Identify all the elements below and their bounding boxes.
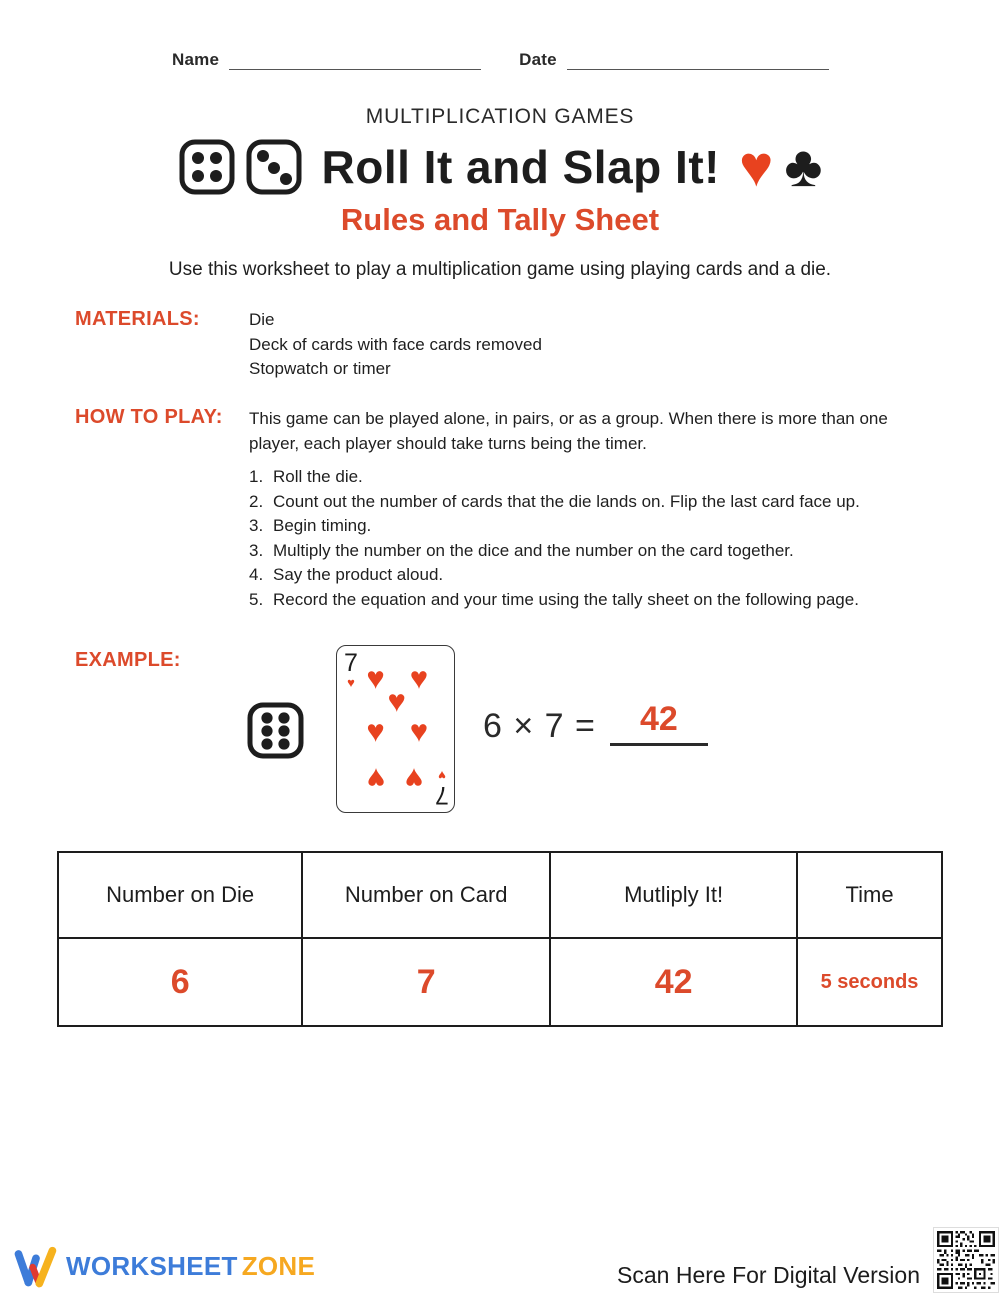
step-number: 3.: [249, 516, 264, 536]
heart-icon: ♥: [347, 675, 355, 690]
step-text: Count out the number of cards that the die lands on. Flip the last card face up.: [273, 491, 860, 511]
card-rank: 7: [344, 649, 358, 677]
how-to-play-label: HOW TO PLAY:: [75, 406, 223, 428]
card-rank: 7: [435, 781, 449, 809]
table-header-number-on-card: Number on Card: [303, 853, 551, 939]
how-to-play-step: [249, 514, 909, 539]
heart-pip-icon: ♥: [366, 660, 385, 696]
how-to-play-step: [249, 563, 909, 588]
die-three-icon: [245, 138, 303, 196]
name-blank-line: [229, 50, 481, 70]
step-number: 4.: [249, 565, 264, 585]
name-label: Name: [172, 50, 220, 69]
table-header-time: Time: [798, 853, 941, 939]
tally-table: [57, 851, 943, 1027]
die-six-icon: [246, 701, 305, 760]
how-to-play-step: [249, 588, 909, 613]
equation-text: 6 × 7 =: [483, 707, 596, 745]
materials-item: Deck of cards with face cards removed: [249, 334, 542, 354]
heart-pip-icon: ♥: [405, 761, 424, 797]
worksheetzone-logo: [14, 1243, 315, 1289]
table-cell-die-value: 6: [59, 939, 303, 1025]
step-number: 2.: [249, 491, 264, 511]
playing-card-seven-of-hearts: [336, 645, 455, 813]
title-dice: [178, 138, 303, 196]
step-number: 5.: [249, 589, 264, 609]
title-row: [0, 134, 1000, 199]
date-blank-line: [567, 50, 829, 70]
date-label: Date: [519, 50, 557, 69]
worksheetzone-logo-icon: [14, 1243, 58, 1289]
club-icon: ♣: [784, 134, 823, 199]
how-to-play-steps: [249, 465, 909, 613]
table-header-number-on-die: Number on Die: [59, 853, 303, 939]
intro-text: Use this worksheet to play a multiplication game using playing cards and a die.: [168, 259, 832, 280]
step-number: 3.: [249, 540, 264, 560]
how-to-play-step: [249, 490, 909, 515]
step-text: Multiply the number on the dice and the number on the card together.: [273, 540, 794, 560]
page-title: Roll It and Slap It!: [321, 141, 720, 193]
die-four-icon: [178, 138, 236, 196]
example-label: EXAMPLE:: [75, 649, 181, 671]
logo-worksheet-text: WORKSHEET: [66, 1250, 238, 1281]
table-cell-product: 42: [551, 939, 798, 1025]
materials-item: Stopwatch or timer: [249, 359, 391, 379]
heart-pip-icon: ♥: [409, 713, 429, 749]
card-corner-index: [435, 769, 449, 807]
step-text: Roll the die.: [273, 467, 363, 486]
heart-icon: ♥: [738, 134, 774, 199]
materials-item: Die: [249, 310, 275, 329]
kicker-title: MULTIPLICATION GAMES: [365, 105, 635, 128]
step-text: Record the equation and your time using the tally sheet on the following page.: [273, 589, 859, 609]
card-corner-index: [344, 651, 358, 689]
example-equation: [483, 700, 708, 746]
page-subtitle: Rules and Tally Sheet: [340, 202, 660, 237]
heart-icon: ♥: [438, 768, 446, 783]
step-number: 1.: [249, 467, 264, 486]
heart-pip-icon: ♥: [366, 761, 385, 797]
qr-code: [933, 1227, 999, 1293]
logo-zone-text: ZONE: [241, 1250, 316, 1281]
worksheetzone-logo-text: [66, 1251, 315, 1282]
heart-pip-icon: ♥: [366, 713, 385, 749]
how-to-play-intro: This game can be played alone, in pairs, or as a group. When there is more than one player, each player should take turns being the timer.: [249, 409, 888, 453]
materials-label: MATERIALS:: [75, 308, 200, 330]
step-text: Say the product aloud.: [273, 565, 444, 585]
heart-pip-icon: ♥: [409, 660, 429, 696]
equation-answer: 42: [610, 700, 708, 746]
table-cell-time: 5 seconds: [798, 939, 941, 1025]
table-header-multiply-it: Mutliply It!: [551, 853, 798, 939]
how-to-play-step: [249, 539, 909, 564]
step-text: Begin timing.: [273, 516, 372, 536]
scan-here-text: Scan Here For Digital Version: [617, 1262, 920, 1288]
table-cell-card-value: 7: [303, 939, 551, 1025]
name-date-row: [172, 50, 829, 70]
heart-pip-icon: ♥: [387, 683, 406, 719]
materials-list: [249, 308, 542, 382]
how-to-play-body: [249, 406, 909, 613]
example-die: [246, 701, 305, 760]
how-to-play-step: [249, 465, 909, 490]
